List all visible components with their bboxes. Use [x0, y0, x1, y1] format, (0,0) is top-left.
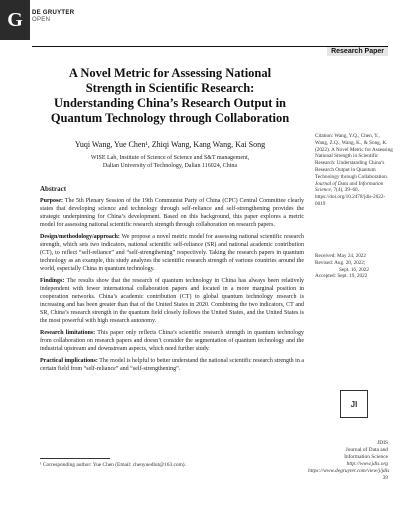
accepted-date: Accepted: Sept. 19, 2022 [315, 273, 368, 280]
limitations-text: This paper only reflects China’s scientific research strength in quantum technology from collaboration on research papers and doesn’t consider the segmentation of quantum technology and the industrial upstream and downstream aspects, which need further study. [40, 330, 304, 352]
citation-body: Citation: Wang, Y.Q., Chen, Y., Wang, Z.Q., Wang, K., & Song, K. (2022). A Novel Metric for Assessing National Strength in Scientific Research: Understanding China’s Research Output in Quantum Technology through Collaboration. [315, 133, 393, 180]
publisher-logo-letter: G [7, 8, 23, 31]
paper-title [40, 66, 300, 126]
affiliation-line: WISE Lab, Institute of Science of Science and S&T management, [90, 155, 250, 161]
title-line: Understanding China’s Research Output in [54, 96, 286, 110]
section-label: Research Paper [327, 47, 388, 56]
practical-label: Practical implications: [40, 358, 98, 364]
practical-text: The model is helpful to better understand the national scientific research strength in a certain field from “self-reliance” and “self-strengthening”. [40, 358, 304, 372]
title-line: Quantum Technology through Collaboration [50, 111, 290, 125]
revised-date: Revised: Aug. 20, 2022; [315, 259, 366, 266]
title-line: Strength in Scientific Research: [85, 81, 255, 95]
citation-box [315, 133, 393, 210]
citation-journal: Journal of Data and Information Science, [315, 180, 384, 194]
journal-url[interactable]: http://www.jdis.org [346, 461, 388, 467]
footnote-rule [40, 458, 110, 459]
title-line: A Novel Metric for Assessing National [68, 66, 272, 80]
page-number: 39 [382, 475, 388, 481]
journal-name-line: Journal of Data and [345, 447, 388, 453]
design-label: Design/methodology/approach: [40, 234, 120, 240]
citation-text [315, 133, 393, 208]
limitations-label: Research limitations: [40, 330, 96, 336]
publisher-name: DE GRUYTER [32, 10, 75, 16]
abstract-heading: Abstract [40, 185, 67, 193]
purpose-text: The 5th Plenary Session of the 19th Communist Party of China (CPC) Central Committee clearly states that developing science and technology through self-reliance and self-strengthening provides the strategic underpinning for China’s development. Based on this background, this paper explores a metric model for assessing national scientific research strength through collaboration on research papers. [40, 198, 304, 228]
purpose-paragraph [40, 197, 304, 229]
limitations-paragraph [40, 329, 304, 353]
journal-info [308, 440, 388, 482]
practical-paragraph [40, 357, 304, 373]
journal-logo-icon: JI [340, 390, 368, 418]
publisher-url[interactable]: https://www.degruyter.com/view/j/jdis [308, 468, 390, 474]
design-paragraph [40, 233, 304, 273]
publisher-sub: OPEN [32, 17, 51, 23]
findings-paragraph [40, 277, 304, 325]
abstract-body [40, 185, 304, 377]
design-text: We propose a novel metric model for assessing national scientific research strength, which sets two indicators, national scientific self-reliance (SR) and national academic contribution (CT), to reflect “self-reliance” and “self-strengthening” respectively. Taking the research papers in quantum technology as an example, this study analyzes the scientific research strength of various countries around the world, especially China in quantum technology. [40, 234, 304, 272]
affiliation-line: Dalian University of Technology, Dalian 116024, China [102, 163, 238, 169]
footnote: ¹ Corresponding author: Yue Chen (Email: chenyuedlut@163.com). [40, 462, 186, 468]
journal-name-line: Information Science [344, 454, 388, 460]
received-date: Received: May 24, 2022 [315, 253, 366, 259]
author-list: Yuqi Wang, Yue Chen¹, Zhiqi Wang, Kang Wang, Kai Song [74, 140, 266, 149]
findings-label: Findings: [40, 278, 65, 284]
affiliation [40, 154, 300, 170]
revised-date-2: Sept. 16, 2022 [339, 266, 369, 273]
left-margin [0, 0, 30, 520]
citation-doi[interactable]: 7(4), 39–60. https://doi.org/10.2478/jdis-2022-0019 [315, 187, 386, 207]
publisher-logo [0, 0, 30, 40]
purpose-label: Purpose: [40, 198, 63, 204]
findings-text: The results show that the research of quantum technology in China has always been relatively independent with fewer international collaboration papers and located in a more marginal position in cooperation networks. China’s academic contribution (CT) to global quantum technology research is increasing and has been greater than that of the United States in 2020. Combining the two indicators, CT and SR, China’s research strength in the quantum field closely follows the United States, and the United States is the most powerful with high research autonomy. [40, 278, 304, 324]
dates-box [315, 253, 393, 280]
journal-abbrev: JDIS [377, 440, 388, 446]
publisher-name-block [32, 10, 74, 24]
